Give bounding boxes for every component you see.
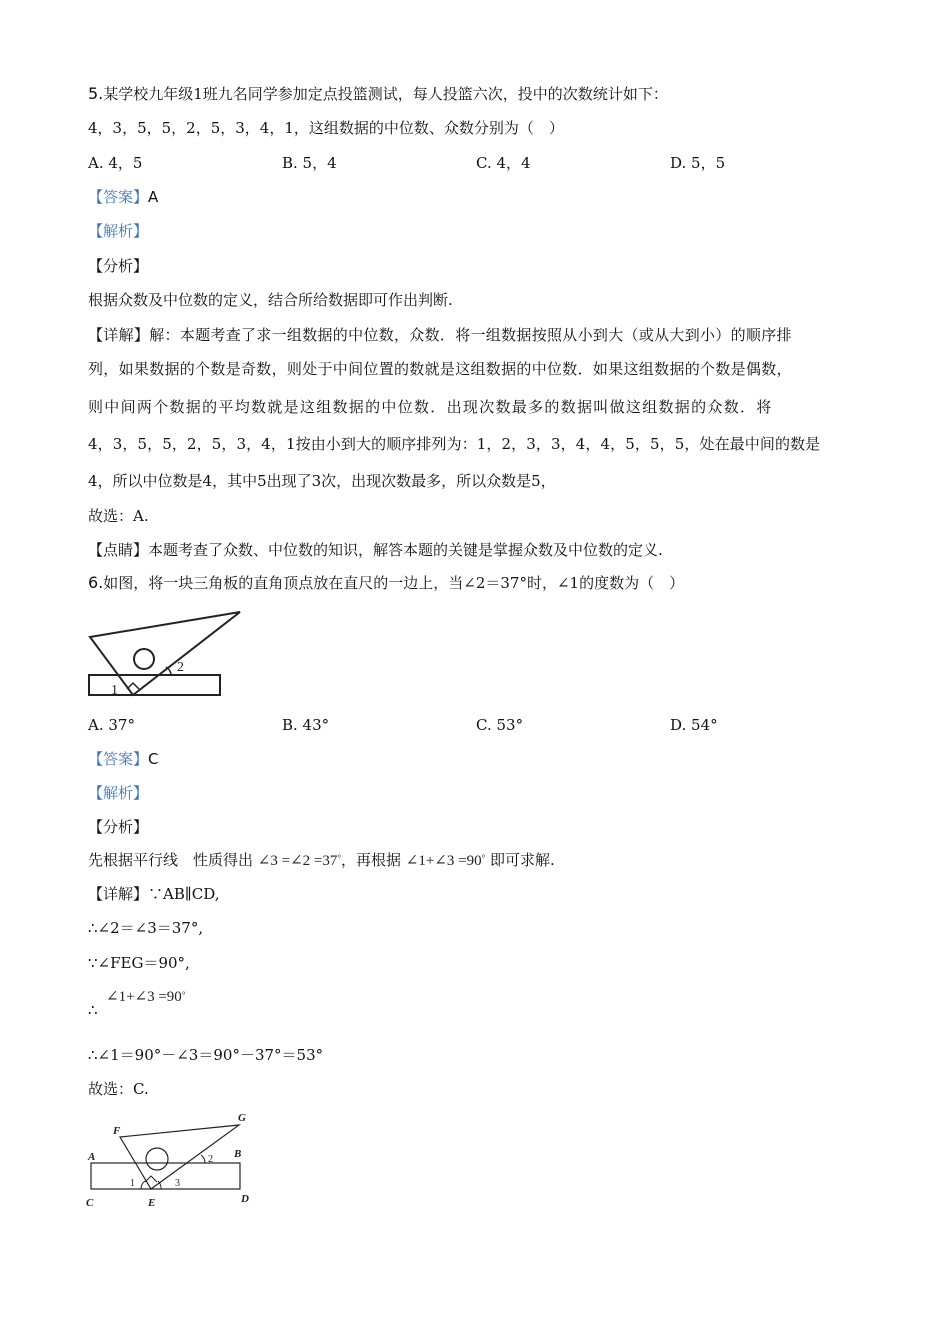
q6-answer-value: C — [148, 750, 159, 768]
label-D: D — [241, 1193, 249, 1205]
label-2: 2 — [208, 1154, 213, 1165]
q6-fenxi-math1-degree: ° — [337, 853, 341, 863]
q6-fenxi-math2-text: ∠1+∠3 =90 — [405, 853, 482, 869]
angle-1-arc — [141, 1181, 145, 1189]
label-E: E — [148, 1197, 156, 1209]
q5-number: 5. — [88, 84, 104, 103]
q5-answer-tag: 【答案】 — [88, 188, 149, 206]
q6-step-2: ∵∠FEG＝90°, — [88, 954, 190, 972]
label-F: F — [113, 1125, 121, 1137]
q5-fenxi-text: 根据众数及中位数的定义，结合所给数据即可作出判断. — [88, 291, 453, 309]
angle-2-arc — [166, 667, 171, 675]
q5-fenxi-tag: 【分析】 — [88, 257, 149, 275]
q6-solution-figure — [83, 1107, 263, 1212]
q5-detail-line-3: 则中间两个数据的平均数就是这组数据的中位数．出现次数最多的数据叫做这组数据的众数．将 — [88, 398, 773, 416]
q5-stem-data: 4，3，5，5，2，5，3，4，1，这组数据的中位数、众数分别为（ ） — [88, 119, 564, 137]
q6-fenxi-tag: 【分析】 — [88, 818, 149, 836]
label-B: B — [234, 1148, 242, 1160]
q5-analysis-tag: 【解析】 — [88, 222, 149, 240]
q6-fenxi-math2-degree: ° — [481, 853, 486, 863]
q6-fenxi-math1 — [258, 853, 341, 869]
figure1-label-2: 2 — [177, 660, 184, 675]
set-square-hole — [146, 1148, 168, 1170]
q5-stem-text: 某学校九年级1班九名同学参加定点投篮测试，每人投篮六次，投中的次数统计如下： — [103, 85, 668, 103]
q6-step-3-degree: ° — [181, 990, 186, 1000]
q6-step-3-math-text: ∠1+∠3 =90 — [106, 989, 182, 1005]
q6-stem — [88, 573, 684, 593]
q5-answer-value: A — [148, 188, 159, 206]
right-angle-mark — [127, 683, 139, 689]
q6-choose: 故选：C. — [88, 1080, 149, 1098]
q6-step-1: ∴∠2＝∠3＝37°, — [88, 919, 204, 937]
q6-option-b: B. 43° — [282, 716, 330, 734]
q5-option-b: B. 5，4 — [282, 154, 337, 172]
angle-2-arc — [201, 1155, 205, 1163]
q5-detail-line-1: 【详解】解：本题考查了求一组数据的中位数，众数．将一组数据按照从小到大（或从大到小）的顺序排 — [88, 326, 792, 344]
q6-fenxi-end: 即可求解. — [489, 851, 555, 869]
q5-stem — [88, 84, 668, 104]
q6-detail-head: 【详解】∵AB∥CD, — [88, 885, 220, 903]
q6-option-c: C. 53° — [476, 716, 524, 734]
q5-answer — [88, 187, 158, 207]
q6-fenxi-math2 — [406, 853, 485, 869]
q5-detail-line-2: 列，如果数据的个数是奇数，则处于中间位置的数就是这组数据的中位数．如果这组数据的个数是偶数， — [88, 360, 792, 378]
q6-fenxi-math1-text: ∠3 =∠2 =37 — [257, 853, 338, 869]
label-C: C — [86, 1197, 94, 1209]
q6-fenxi-mid: ，再根据 — [340, 851, 401, 869]
q6-option-d: D. 54° — [670, 716, 718, 734]
q6-step-4: ∴∠1＝90°－∠3＝90°－37°＝53° — [88, 1046, 324, 1064]
label-A: A — [88, 1151, 96, 1163]
label-3: 3 — [175, 1178, 180, 1189]
q6-step-3-prefix: ∴ — [88, 1001, 98, 1019]
label-1: 1 — [130, 1178, 135, 1189]
figure1-label-1: 1 — [111, 683, 118, 697]
q6-analysis-tag: 【解析】 — [88, 784, 149, 802]
set-square-hole — [134, 649, 154, 669]
q6-fenxi-a: 先根据平行线 性质得出 — [88, 851, 254, 869]
q5-option-a: A. 4，5 — [88, 154, 143, 172]
q6-number: 6. — [88, 573, 104, 592]
q5-detail-line-4: 4，3，5，5，2，5，3，4，1按由小到大的顺序排列为：1，2，3，3，4，4，5，5，5，处在最中间的数是 — [88, 435, 821, 453]
q6-answer — [88, 749, 159, 769]
q6-fenxi-text — [88, 850, 555, 871]
q5-comment: 【点睛】本题考查了众数、中位数的知识，解答本题的关键是掌握众数及中位数的定义. — [88, 541, 663, 559]
ruler — [91, 1163, 240, 1189]
label-G: G — [238, 1112, 246, 1124]
q6-answer-tag: 【答案】 — [88, 750, 149, 768]
q5-choose: 故选：A. — [88, 507, 149, 525]
q6-option-a: A. 37° — [88, 716, 135, 734]
q6-step-3-math — [106, 987, 185, 1007]
q5-detail-line-5: 4，所以中位数是4，其中5出现了3次，出现次数最多，所以众数是5， — [88, 472, 556, 490]
q5-option-d: D. 5，5 — [670, 154, 726, 172]
q6-figure-ruler-triangle — [85, 607, 255, 697]
q6-stem-text: 如图，将一块三角板的直角顶点放在直尺的一边上，当∠2＝37°时，∠1的度数为（ ） — [103, 574, 685, 592]
q5-option-c: C. 4，4 — [476, 154, 531, 172]
